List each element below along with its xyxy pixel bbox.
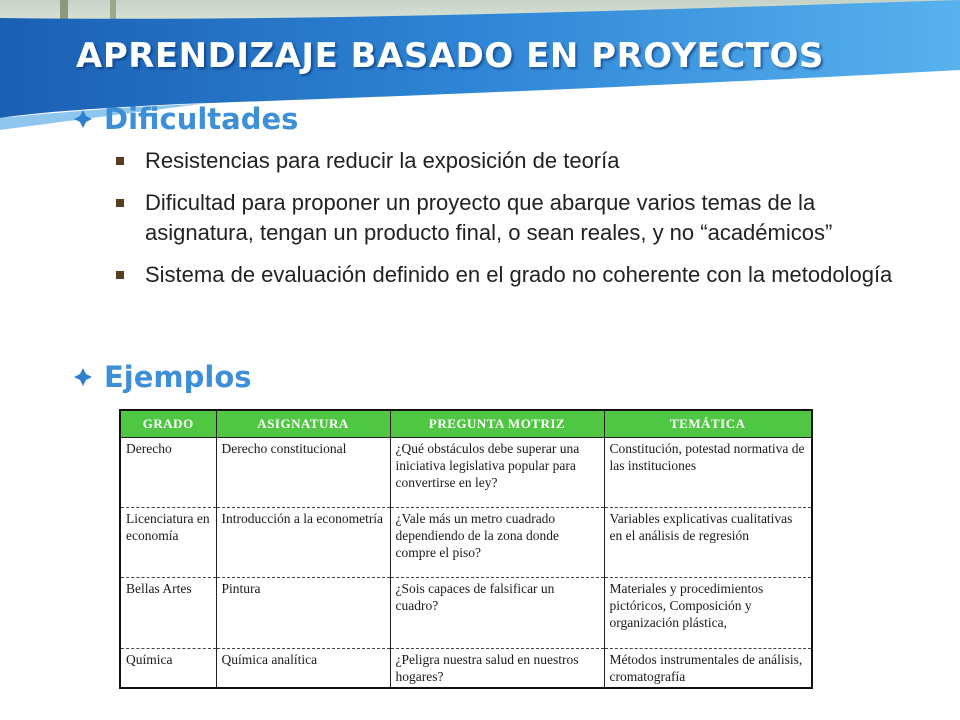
table-cell: Constitución, potestad normativa de las instituciones bbox=[604, 438, 812, 508]
table-cell: Licenciatura en economía bbox=[120, 508, 216, 578]
table-row bbox=[120, 438, 812, 508]
table-cell: Derecho bbox=[120, 438, 216, 508]
square-bullet-icon bbox=[116, 199, 124, 207]
list-item bbox=[114, 146, 904, 176]
difficulties-list bbox=[114, 146, 904, 302]
examples-heading-text: Ejemplos bbox=[104, 360, 252, 394]
table-cell: Introducción a la econometría bbox=[216, 508, 390, 578]
table-cell: ¿Sois capaces de falsificar un cuadro? bbox=[390, 578, 604, 649]
column-header-tematica: TEMÁTICA bbox=[604, 410, 812, 438]
list-item-text: Dificultad para proponer un proyecto que abarque varios temas de la asignatura, tengan un producto final, o sean reales, y no “académicos” bbox=[145, 190, 833, 245]
column-header-pregunta: PREGUNTA MOTRIZ bbox=[390, 410, 604, 438]
diamond-bullet-icon bbox=[72, 108, 94, 130]
table-cell: Materiales y procedimientos pictóricos, Composición y organización plástica, bbox=[604, 578, 812, 649]
difficulties-heading bbox=[72, 102, 298, 136]
table-cell: Química analítica bbox=[216, 649, 390, 689]
table-cell: Métodos instrumentales de análisis, cromatografía bbox=[604, 649, 812, 689]
column-header-grado: GRADO bbox=[120, 410, 216, 438]
table-cell: Variables explicativas cualitativas en el análisis de regresión bbox=[604, 508, 812, 578]
difficulties-heading-text: Dificultades bbox=[104, 102, 299, 136]
slide-title: APRENDIZAJE BASADO EN PROYECTOS bbox=[76, 36, 824, 76]
table-cell: ¿Qué obstáculos debe superar una iniciativa legislativa popular para convertirse en ley? bbox=[390, 438, 604, 508]
table-header-row bbox=[120, 410, 812, 438]
diamond-bullet-icon bbox=[72, 366, 94, 388]
table-row bbox=[120, 649, 812, 689]
examples-table bbox=[119, 409, 813, 689]
table-row bbox=[120, 578, 812, 649]
table-cell: Bellas Artes bbox=[120, 578, 216, 649]
list-item-text: Sistema de evaluación definido en el grado no coherente con la metodología bbox=[145, 262, 893, 287]
table-cell: Pintura bbox=[216, 578, 390, 649]
table-cell: Derecho constitucional bbox=[216, 438, 390, 508]
column-header-asignatura: ASIGNATURA bbox=[216, 410, 390, 438]
list-item bbox=[114, 188, 904, 248]
square-bullet-icon bbox=[116, 271, 124, 279]
examples-heading bbox=[72, 360, 252, 394]
square-bullet-icon bbox=[116, 157, 124, 165]
list-item-text: Resistencias para reducir la exposición de teoría bbox=[145, 148, 620, 173]
table-cell: Química bbox=[120, 649, 216, 689]
table-row bbox=[120, 508, 812, 578]
list-item bbox=[114, 260, 904, 290]
table-cell: ¿Vale más un metro cuadrado dependiendo de la zona donde compre el piso? bbox=[390, 508, 604, 578]
table-cell: ¿Peligra nuestra salud en nuestros hogares? bbox=[390, 649, 604, 689]
